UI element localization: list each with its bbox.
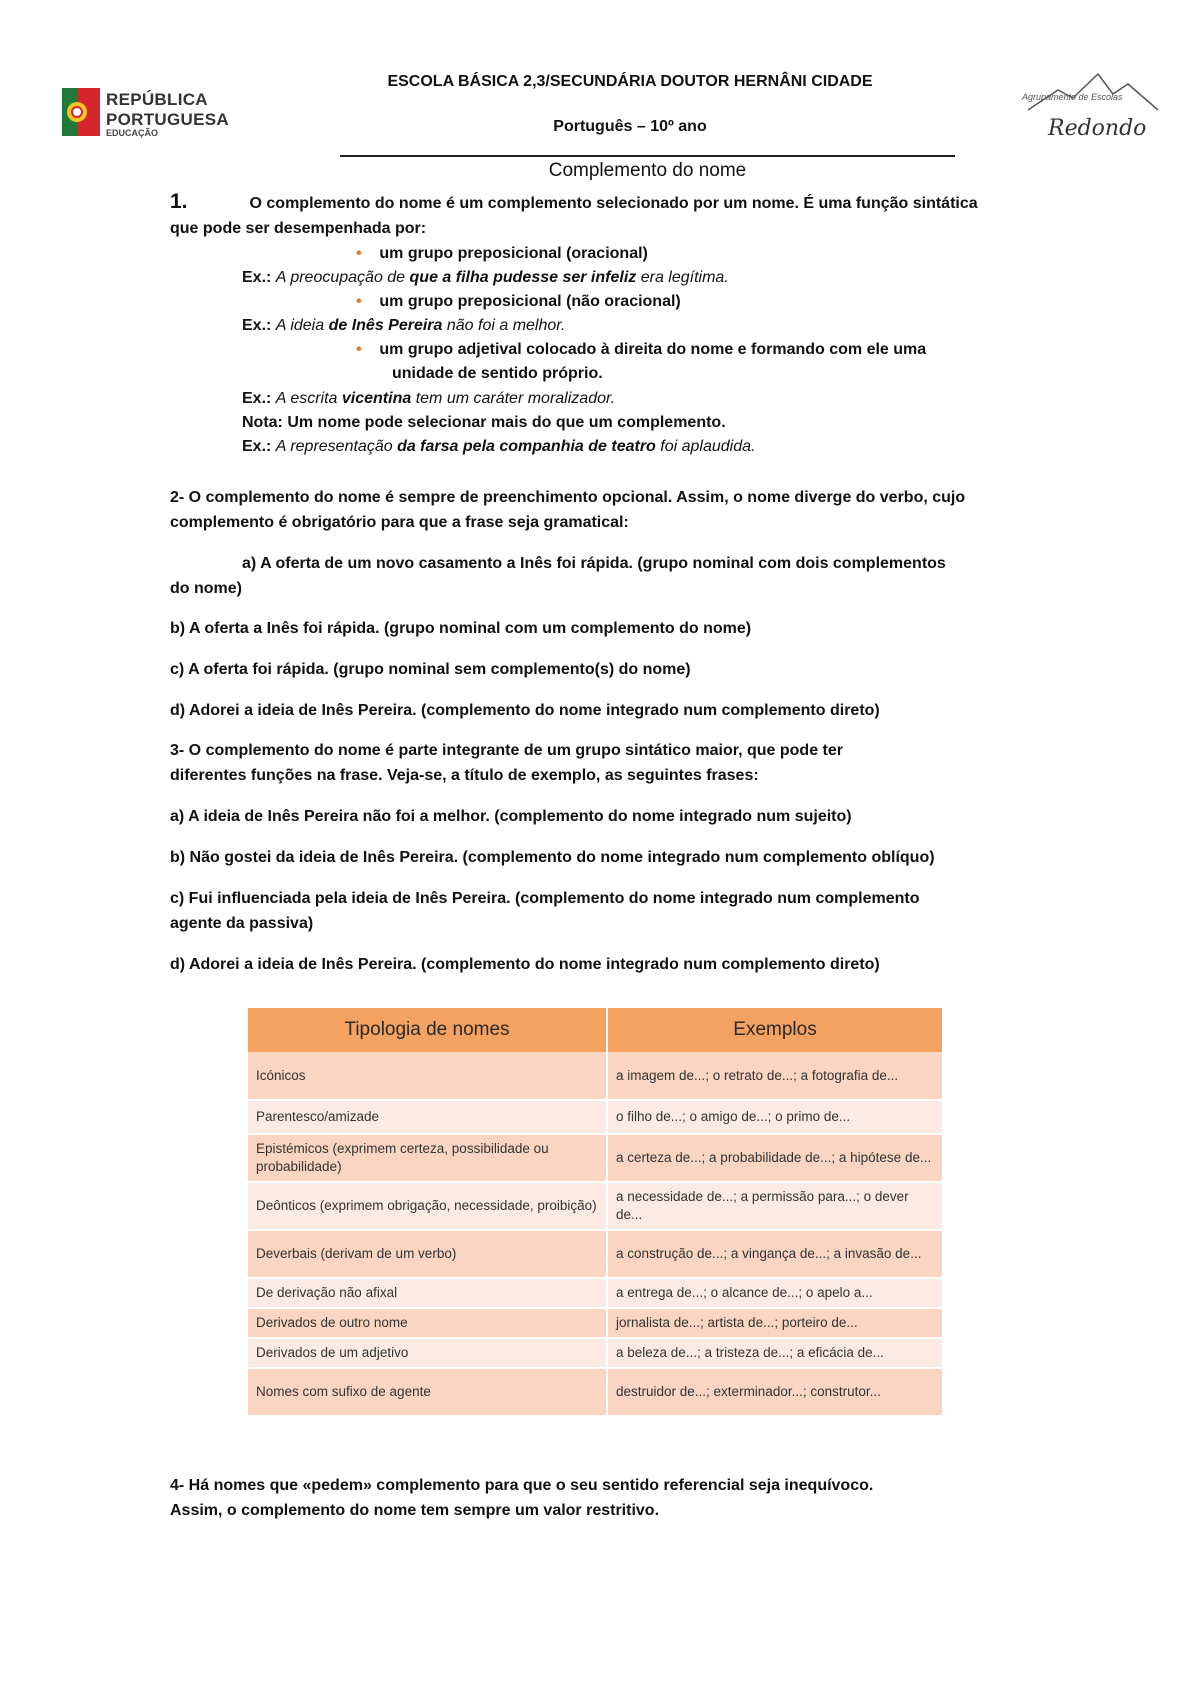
example-4	[242, 435, 755, 459]
ex1-post: era legítima.	[636, 269, 729, 286]
agrupamento-name: Redondo	[1048, 116, 1147, 141]
list-item	[356, 338, 926, 362]
table-cell: De derivação não afixal	[248, 1278, 607, 1308]
section2-c: c) A oferta foi rápida. (grupo nominal sem complemento(s) do nome)	[170, 661, 691, 678]
section2-d: d) Adorei a ideia de Inês Pereira. (complemento do nome integrado num complemento direto)	[170, 702, 880, 719]
section1-intro	[170, 190, 1050, 216]
table-cell: Nomes com sufixo de agente	[248, 1368, 607, 1416]
section2-a-line1: a) A oferta de um novo casamento a Inês foi rápida. (grupo nominal com dois complementos	[242, 555, 946, 572]
section1-intro-b: que pode ser desempenhada por:	[170, 220, 427, 237]
list-item	[356, 242, 648, 266]
section1-intro-a: O complemento do nome é um complemento selecionado por um nome. É uma função sintática	[249, 195, 978, 212]
ex1-bold: que a filha pudesse ser infeliz	[409, 269, 637, 286]
ex3-pre: A escrita	[275, 390, 342, 407]
list-item	[356, 290, 681, 314]
table-cell: destruidor de...; exterminador...; construtor...	[607, 1368, 943, 1416]
table-cell: Deônticos (exprimem obrigação, necessidade, proibição)	[248, 1182, 607, 1230]
ex-label: Ex.:	[242, 317, 272, 334]
section3-b: b) Não gostei da ideia de Inês Pereira. (complemento do nome integrado num complemento oblíquo)	[170, 849, 935, 866]
table-cell: Epistémicos (exprimem certeza, possibilidade ou probabilidade)	[248, 1134, 607, 1182]
ex4-bold2: pela companhia de teatro	[462, 438, 656, 455]
table-row	[248, 1182, 943, 1230]
table-row	[248, 1100, 943, 1134]
ex-label: Ex.:	[242, 390, 272, 407]
table-cell: jornalista de...; artista de...; porteiro de...	[607, 1308, 943, 1338]
section2-a-line2: do nome)	[170, 580, 242, 597]
table-cell: a construção de...; a vingança de...; a invasão de...	[607, 1230, 943, 1278]
table-header: Tipologia de nomes	[248, 1008, 607, 1052]
section3-intro-a: 3- O complemento do nome é parte integrante de um grupo sintático maior, que pode ter	[170, 742, 843, 759]
portugal-emblem-icon	[62, 88, 100, 136]
item3-text-a: um grupo adjetival colocado à direita do nome e formando com ele uma	[379, 341, 927, 358]
item3-text-b: unidade de sentido próprio.	[392, 365, 603, 382]
ex-label: Ex.:	[242, 269, 272, 286]
table-row	[248, 1338, 943, 1368]
example-2	[242, 314, 565, 338]
gov-name-line2: PORTUGUESA	[106, 110, 229, 129]
ex-label: Ex.:	[242, 438, 272, 455]
nota: Nota: Um nome pode selecionar mais do que um complemento.	[242, 414, 726, 431]
section3-c-line1: c) Fui influenciada pela ideia de Inês Pereira. (complemento do nome integrado num complemento	[170, 890, 920, 907]
agrupamento-small-text: Agrupamento de Escolas	[1022, 92, 1123, 102]
ex1-pre: A preocupação de	[275, 269, 410, 286]
section3-d: d) Adorei a ideia de Inês Pereira. (complemento do nome integrado num complemento direto)	[170, 956, 880, 973]
example-3	[242, 387, 615, 411]
section3-intro-b: diferentes funções na frase. Veja-se, a título de exemplo, as seguintes frases:	[170, 767, 759, 784]
bullet-icon: •	[356, 245, 362, 262]
section1-number: 1.	[170, 190, 188, 213]
gov-name-line1: REPÚBLICA	[106, 90, 208, 109]
table-row	[248, 1134, 943, 1182]
table-cell: Deverbais (derivam de um verbo)	[248, 1230, 607, 1278]
section3-c-line2: agente da passiva)	[170, 915, 314, 932]
table-cell: o filho de...; o amigo de...; o primo de...	[607, 1100, 943, 1134]
table-row	[248, 1368, 943, 1416]
table-cell: Derivados de um adjetivo	[248, 1338, 607, 1368]
table-cell: Icónicos	[248, 1052, 607, 1100]
table-row	[248, 1052, 943, 1100]
ex3-bold: vicentina	[341, 390, 412, 407]
section4-line1: 4- Há nomes que «pedem» complemento para que o seu sentido referencial seja inequívoco.	[170, 1477, 874, 1494]
republica-portuguesa-logo	[62, 88, 232, 154]
tipologia-table	[248, 1008, 944, 1417]
bullet-icon: •	[356, 293, 362, 310]
section2-b: b) A oferta a Inês foi rápida. (grupo nominal com um complemento do nome)	[170, 620, 752, 637]
gov-dept: EDUCAÇÃO	[106, 128, 159, 138]
table-row	[248, 1278, 943, 1308]
table-header-row	[248, 1008, 943, 1052]
section3-a: a) A ideia de Inês Pereira não foi a melhor. (complemento do nome integrado num sujeito)	[170, 808, 852, 825]
subject-name: Português – 10º ano	[553, 118, 707, 135]
ex4-bold1: da farsa	[397, 438, 459, 455]
bullet-icon: •	[356, 341, 362, 358]
table-header: Exemplos	[607, 1008, 943, 1052]
example-1	[242, 266, 729, 290]
agrupamento-logo	[1018, 70, 1168, 150]
table-row	[248, 1230, 943, 1278]
item1-text: um grupo preposicional (oracional)	[379, 245, 648, 262]
table-cell: Parentesco/amizade	[248, 1100, 607, 1134]
ex2-pre: A ideia	[275, 317, 329, 334]
ex4-post: foi aplaudida.	[655, 438, 756, 455]
ex3-post: tem um caráter moralizador.	[411, 390, 616, 407]
table-cell: a certeza de...; a probabilidade de...; a hipótese de...	[607, 1134, 943, 1182]
table-cell: Derivados de outro nome	[248, 1308, 607, 1338]
table-cell: a beleza de...; a tristeza de...; a eficácia de...	[607, 1338, 943, 1368]
table-cell: a imagem de...; o retrato de...; a fotografia de...	[607, 1052, 943, 1100]
ex2-post: não foi a melhor.	[442, 317, 566, 334]
table-cell: a entrega de...; o alcance de...; o apelo a...	[607, 1278, 943, 1308]
item2-text: um grupo preposicional (não oracional)	[379, 293, 681, 310]
table-row	[248, 1308, 943, 1338]
ex4-pre: A representação	[275, 438, 398, 455]
ex2-bold: de Inês Pereira	[328, 317, 443, 334]
section2-intro-b: complemento é obrigatório para que a frase seja gramatical:	[170, 514, 629, 531]
table-cell: a necessidade de...; a permissão para...; o dever de...	[607, 1182, 943, 1230]
page-title: Complemento do nome	[548, 160, 747, 181]
school-name: ESCOLA BÁSICA 2,3/SECUNDÁRIA DOUTOR HERNÂNI CIDADE	[387, 73, 873, 90]
header-divider	[340, 155, 955, 157]
section2-intro-a: 2- O complemento do nome é sempre de preenchimento opcional. Assim, o nome diverge do verbo, cujo	[170, 489, 966, 506]
section4-line2: Assim, o complemento do nome tem sempre um valor restritivo.	[170, 1502, 660, 1519]
